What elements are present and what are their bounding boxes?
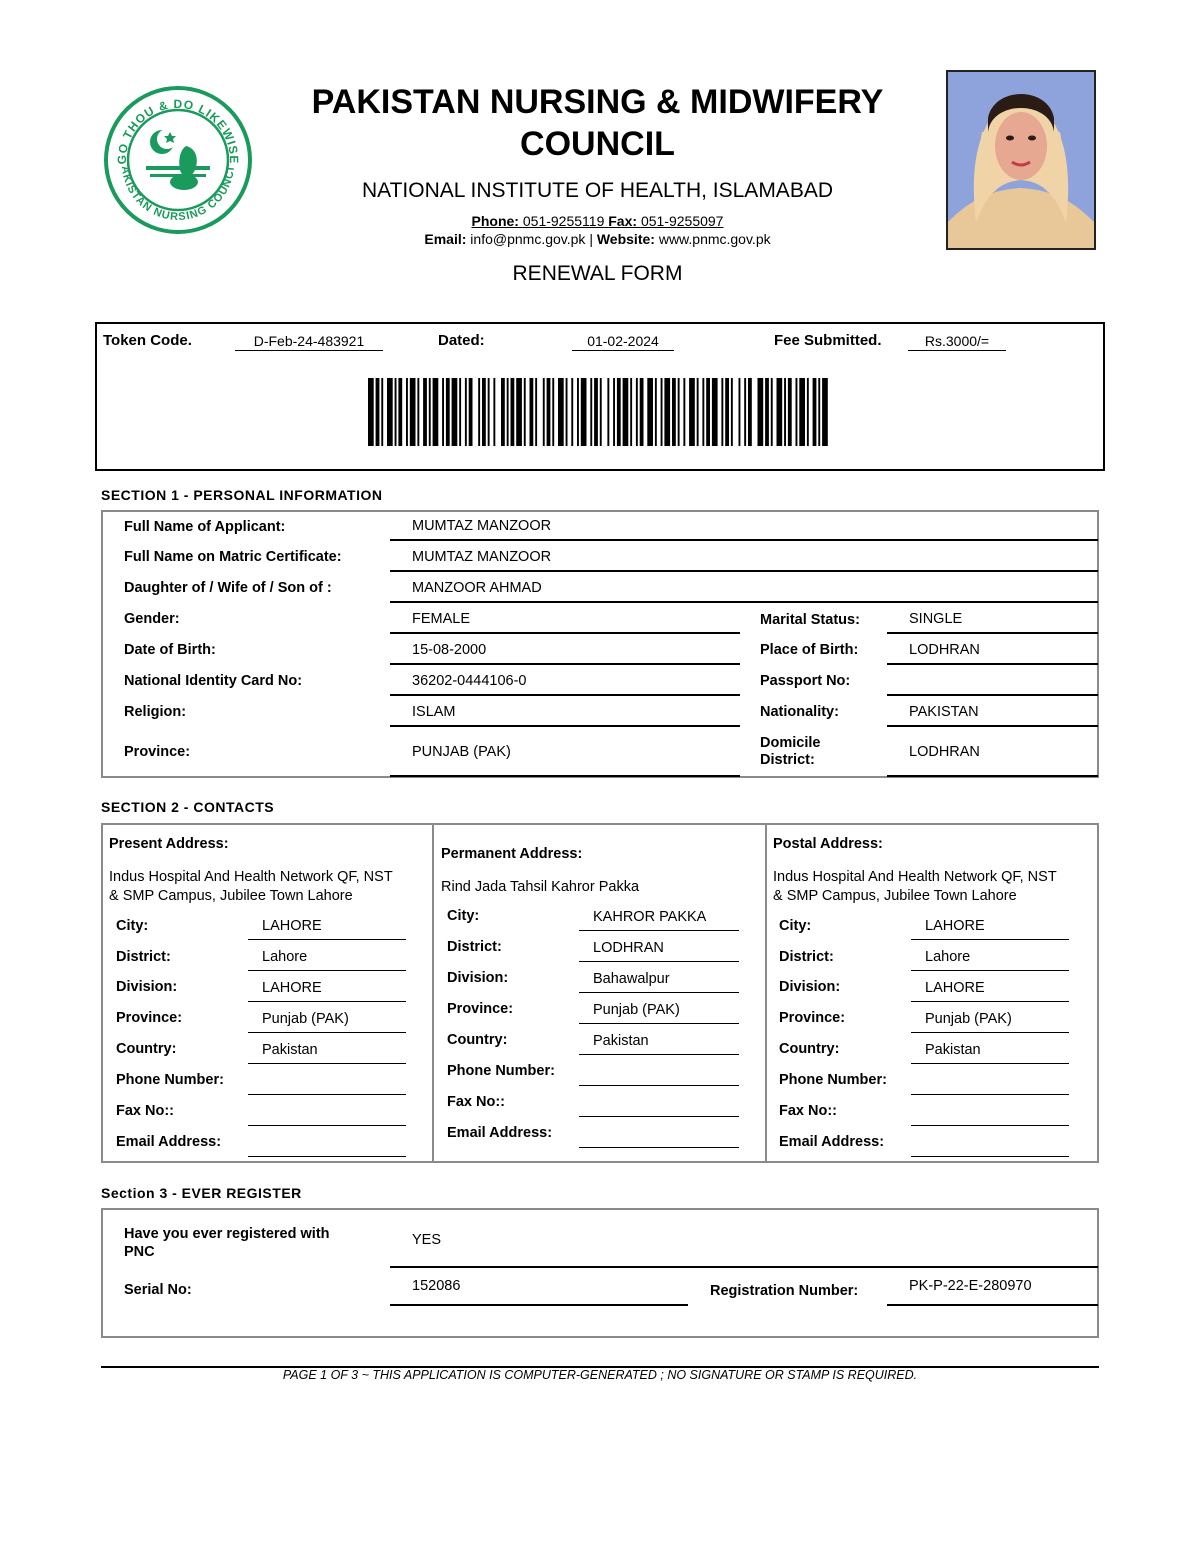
barcode-bar <box>398 378 402 446</box>
section2-title: SECTION 2 - CONTACTS <box>101 799 275 815</box>
permanent-email-label: Email Address: <box>447 1125 553 1141</box>
barcode-bar <box>744 378 746 446</box>
serial-no-value: 152086 <box>390 1272 688 1306</box>
phone-number: 051-9255119 <box>522 213 605 229</box>
barcode-bar <box>459 378 461 446</box>
barcode-bar <box>488 378 490 446</box>
religion-value: ISLAM <box>390 698 740 727</box>
parent-label: Daughter of / Wife of / Son of : <box>124 580 332 596</box>
postal-district-label: District: <box>779 949 834 965</box>
barcode-bar <box>765 378 769 446</box>
ever-registered-label-line1: Have you ever registered with <box>124 1226 330 1242</box>
permanent-phone-value <box>579 1059 739 1086</box>
permanent-address-heading: Permanent Address: <box>441 846 583 862</box>
dob-value: 15-08-2000 <box>390 636 740 665</box>
council-logo <box>104 86 252 234</box>
email-address: info@pnmc.gov.pk <box>470 231 586 247</box>
barcode-bar <box>683 378 685 446</box>
barcode-bar <box>507 378 509 446</box>
barcode-bar <box>381 378 383 446</box>
domicile-label <box>760 735 820 769</box>
barcode-bar <box>689 378 695 446</box>
barcode-bar <box>566 378 568 446</box>
present-fax-value <box>248 1099 406 1126</box>
website-label: Website: <box>596 231 655 247</box>
barcode-bar <box>524 378 526 446</box>
ever-registered-value: YES <box>390 1224 1098 1268</box>
barcode-bar <box>640 378 644 446</box>
fee-value: Rs.3000/= <box>908 332 1006 351</box>
present-fax-label: Fax No:: <box>116 1103 174 1119</box>
barcode-bar <box>530 378 534 446</box>
postal-phone-value <box>911 1068 1069 1095</box>
postal-address-heading: Postal Address: <box>773 836 883 852</box>
dated-value: 01-02-2024 <box>572 332 674 351</box>
section1-title: SECTION 1 - PERSONAL INFORMATION <box>101 487 383 503</box>
permanent-city-value: KAHROR PAKKA <box>579 904 739 931</box>
permanent-email-value <box>579 1121 739 1148</box>
barcode-bar <box>493 378 495 446</box>
present-address-line2: & SMP Campus, Jubilee Town Lahore <box>109 888 353 904</box>
postal-phone-label: Phone Number: <box>779 1072 887 1088</box>
present-province-label: Province: <box>116 1010 183 1026</box>
postal-fax-value <box>911 1099 1069 1126</box>
barcode-bar <box>410 378 416 446</box>
postal-address-line1: Indus Hospital And Health Network QF, NST <box>773 869 1057 885</box>
barcode-bar <box>571 378 573 446</box>
barcode-bar <box>543 378 545 446</box>
matric-name-value: MUMTAZ MANZOOR <box>390 543 1098 572</box>
present-phone-label: Phone Number: <box>116 1072 224 1088</box>
barcode-bar <box>799 378 805 446</box>
column-divider <box>432 823 434 1163</box>
permanent-division-label: Division: <box>447 970 509 986</box>
passport-value <box>887 667 1098 696</box>
postal-province-value: Punjab (PAK) <box>911 1006 1069 1033</box>
council-name-line1: PAKISTAN NURSING & MIDWIFERY <box>311 83 884 121</box>
passport-label: Passport No: <box>760 673 851 689</box>
domicile-value: LODHRAN <box>887 738 1098 777</box>
barcode <box>368 378 830 446</box>
pob-label: Place of Birth: <box>760 642 859 658</box>
barcode-bar <box>678 378 680 446</box>
council-name-line2: COUNCIL <box>520 125 675 163</box>
barcode-bar <box>661 378 663 446</box>
barcode-bar <box>581 378 587 446</box>
barcode-bar <box>731 378 733 446</box>
barcode-bar <box>818 378 820 446</box>
form-title: RENEWAL FORM <box>512 262 683 285</box>
full-name-label: Full Name of Applicant: <box>124 519 286 535</box>
barcode-bar <box>465 378 467 446</box>
logo-motto: GO THOU & DO LIKEWISE <box>114 96 242 165</box>
token-code-value: D-Feb-24-483921 <box>235 332 383 351</box>
barcode-bar <box>807 378 809 446</box>
present-district-value: Lahore <box>248 944 406 971</box>
present-country-label: Country: <box>116 1041 177 1057</box>
barcode-bar <box>630 378 632 446</box>
barcode-bar <box>697 378 699 446</box>
postal-country-value: Pakistan <box>911 1037 1069 1064</box>
applicant-photo <box>946 70 1096 250</box>
parent-value: MANZOOR AHMAD <box>390 574 1098 603</box>
barcode-bar <box>516 378 522 446</box>
barcode-bar <box>594 378 598 446</box>
ever-registered-label <box>124 1225 330 1261</box>
barcode-bar <box>433 378 439 446</box>
fee-label: Fee Submitted. <box>774 332 882 349</box>
barcode-bar <box>672 378 676 446</box>
serial-no-label: Serial No: <box>124 1282 192 1298</box>
nationality-value: PAKISTAN <box>887 698 1098 727</box>
barcode-bar <box>429 378 431 446</box>
barcode-bar <box>647 378 653 446</box>
permanent-phone-label: Phone Number: <box>447 1063 555 1079</box>
barcode-bar <box>395 378 397 446</box>
postal-fax-label: Fax No:: <box>779 1103 837 1119</box>
postal-address-text <box>773 868 1057 906</box>
barcode-bar <box>617 378 621 446</box>
barcode-bar <box>721 378 723 446</box>
postal-country-label: Country: <box>779 1041 840 1057</box>
barcode-bar <box>577 378 579 446</box>
barcode-bar <box>796 378 798 446</box>
barcode-bar <box>758 378 764 446</box>
present-city-value: LAHORE <box>248 913 406 940</box>
ever-registered-label-line2: PNC <box>124 1244 155 1260</box>
registration-number-value: PK-P-22-E-280970 <box>887 1272 1098 1306</box>
barcode-bar <box>442 378 444 446</box>
postal-division-label: Division: <box>779 979 841 995</box>
permanent-province-value: Punjab (PAK) <box>579 997 739 1024</box>
logo-council-name: AKISTAN NURSING COUNCI <box>118 165 237 224</box>
barcode-bar <box>446 378 450 446</box>
marital-status-label: Marital Status: <box>760 612 860 628</box>
barcode-bar <box>406 378 408 446</box>
full-name-value: MUMTAZ MANZOOR <box>390 512 1098 541</box>
institute-name: NATIONAL INSTITUTE OF HEALTH, ISLAMABAD <box>361 179 833 202</box>
permanent-country-value: Pakistan <box>579 1028 739 1055</box>
present-email-value <box>248 1130 406 1157</box>
present-email-label: Email Address: <box>116 1134 222 1150</box>
website-url: www.pnmc.gov.pk <box>658 231 771 247</box>
present-country-value: Pakistan <box>248 1037 406 1064</box>
permanent-country-label: Country: <box>447 1032 508 1048</box>
barcode-bar <box>535 378 537 446</box>
province-label: Province: <box>124 744 191 760</box>
barcode-bar <box>547 378 551 446</box>
barcode-bar <box>368 378 374 446</box>
matric-name-label: Full Name on Matric Certificate: <box>124 549 342 565</box>
barcode-bar <box>482 378 486 446</box>
present-address-line1: Indus Hospital And Health Network QF, NST <box>109 869 393 885</box>
barcode-bar <box>501 378 505 446</box>
permanent-division-value: Bahawalpur <box>579 966 739 993</box>
postal-email-label: Email Address: <box>779 1134 885 1150</box>
permanent-address-line1: Rind Jada Tahsil Kahror Pakka <box>441 879 640 895</box>
permanent-district-value: LODHRAN <box>579 935 739 962</box>
barcode-bar <box>469 378 473 446</box>
registration-number-label: Registration Number: <box>710 1283 859 1299</box>
postal-address-line2: & SMP Campus, Jubilee Town Lahore <box>773 888 1017 904</box>
barcode-bar <box>748 378 752 446</box>
permanent-province-label: Province: <box>447 1001 514 1017</box>
barcode-bar <box>552 378 554 446</box>
barcode-bar <box>613 378 615 446</box>
present-city-label: City: <box>116 918 149 934</box>
barcode-bar <box>387 378 393 446</box>
fax-number: 051-9255097 <box>640 213 724 229</box>
nationality-label: Nationality: <box>760 704 839 720</box>
token-code-label: Token Code. <box>103 332 192 349</box>
barcode-bar <box>788 378 792 446</box>
section3-title: Section 3 - EVER REGISTER <box>101 1185 302 1201</box>
barcode-bar <box>771 378 773 446</box>
barcode-bar <box>822 378 828 446</box>
barcode-bar <box>558 378 564 446</box>
barcode-bar <box>590 378 592 446</box>
permanent-fax-label: Fax No:: <box>447 1094 505 1110</box>
domicile-label-line2: District: <box>760 752 815 768</box>
barcode-bar <box>777 378 783 446</box>
barcode-bar <box>417 378 419 446</box>
barcode-bar <box>636 378 638 446</box>
email-website-line <box>290 231 905 247</box>
email-label: Email: <box>424 231 467 247</box>
barcode-bar <box>655 378 657 446</box>
barcode-bar <box>784 378 786 446</box>
postal-division-value: LAHORE <box>911 975 1069 1002</box>
barcode-bar <box>725 378 729 446</box>
cnic-label: National Identity Card No: <box>124 673 303 689</box>
present-division-value: LAHORE <box>248 975 406 1002</box>
permanent-district-label: District: <box>447 939 502 955</box>
barcode-bar <box>376 378 380 446</box>
separator: | <box>589 231 593 247</box>
permanent-fax-value <box>579 1090 739 1117</box>
present-division-label: Division: <box>116 979 178 995</box>
permanent-city-label: City: <box>447 908 480 924</box>
barcode-bar <box>702 378 704 446</box>
cnic-value: 36202-0444106-0 <box>390 667 740 696</box>
present-phone-value <box>248 1068 406 1095</box>
fax-label: Fax: <box>608 213 638 229</box>
gender-value: FEMALE <box>390 605 740 634</box>
phone-label: Phone: <box>471 213 519 229</box>
phone-fax-line <box>290 213 905 229</box>
gender-label: Gender: <box>124 611 180 627</box>
dob-label: Date of Birth: <box>124 642 216 658</box>
postal-email-value <box>911 1130 1069 1157</box>
barcode-bar <box>664 378 670 446</box>
province-value: PUNJAB (PAK) <box>390 738 740 777</box>
page-footer: PAGE 1 OF 3 ~ THIS APPLICATION IS COMPUTER-GENERATED ; NO SIGNATURE OR STAMP IS REQUIRED. <box>282 1368 918 1382</box>
present-address-heading: Present Address: <box>109 836 229 852</box>
barcode-bar <box>423 378 427 446</box>
marital-status-value: SINGLE <box>887 605 1098 634</box>
barcode-bar <box>706 378 710 446</box>
barcode-bar <box>452 378 458 446</box>
barcode-bar <box>511 378 515 446</box>
dated-label: Dated: <box>438 332 485 349</box>
postal-province-label: Province: <box>779 1010 846 1026</box>
barcode-bar <box>813 378 817 446</box>
present-district-label: District: <box>116 949 171 965</box>
column-divider <box>765 823 767 1163</box>
pob-value: LODHRAN <box>887 636 1098 665</box>
barcode-bar <box>712 378 718 446</box>
postal-district-value: Lahore <box>911 944 1069 971</box>
present-province-value: Punjab (PAK) <box>248 1006 406 1033</box>
barcode-bar <box>623 378 629 446</box>
domicile-label-line1: Domicile <box>760 735 821 751</box>
religion-label: Religion: <box>124 704 187 720</box>
barcode-bar <box>739 378 741 446</box>
postal-city-value: LAHORE <box>911 913 1069 940</box>
barcode-bar <box>478 378 480 446</box>
barcode-bar <box>600 378 602 446</box>
barcode-bar <box>607 378 609 446</box>
present-address-text <box>109 868 393 906</box>
postal-city-label: City: <box>779 918 812 934</box>
